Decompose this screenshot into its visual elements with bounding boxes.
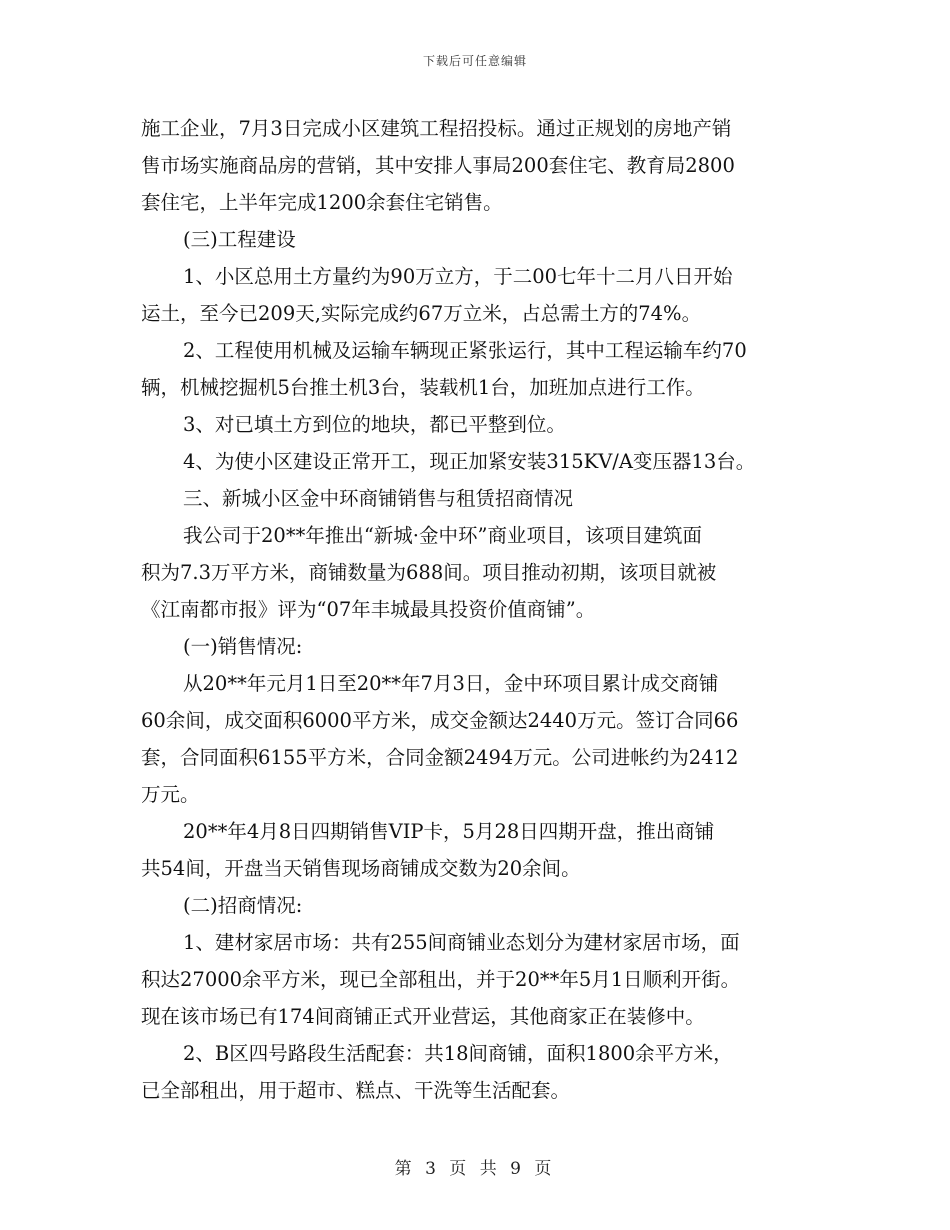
text-line: (一)销售情况: — [183, 635, 303, 658]
text-line: 1、小区总用土方量约为90万立方，于二00七年十二月八日开始 — [183, 265, 733, 288]
text-line: 我公司于20**年推出“新城·金中环”商业项目，该项目建筑面 — [183, 524, 702, 547]
text-line: 《江南都市报》评为“07年丰城最具投资价值商铺”。 — [141, 598, 596, 621]
text-line: 辆，机械挖掘机5台推土机3台，装载机1台，加班加点进行工作。 — [141, 376, 705, 399]
text-line: 现在该市场已有174间商铺正式开业营运，其他商家正在装修中。 — [141, 1005, 705, 1028]
text-line: 20**年4月8日四期销售VIP卡，5月28日四期开盘，推出商铺 — [183, 820, 715, 843]
page-header: 下载后可任意编辑 — [422, 54, 527, 68]
text-line: 万元。 — [141, 783, 200, 806]
text-line: 2、B区四号路段生活配套：共18间商铺，面积1800余平方米， — [183, 1042, 733, 1065]
text-line: 套，合同面积6155平方米，合同金额2494万元。公司进帐约为2412 — [141, 746, 739, 769]
text-line: 施工企业，7月3日完成小区建筑工程招投标。通过正规划的房地产销 — [141, 117, 732, 140]
text-line: 1、建材家居市场：共有255间商铺业态划分为建材家居市场，面 — [183, 931, 740, 954]
text-line: (二)招商情况: — [183, 894, 303, 917]
page-number-footer: 第 3 页 共 9 页 — [394, 1159, 556, 1179]
text-line: 套住宅，上半年完成1200余套住宅销售。 — [141, 191, 503, 214]
text-line: 已全部租出，用于超市、糕点、干洗等生活配套。 — [141, 1079, 571, 1102]
text-line: 售市场实施商品房的营销，其中安排人事局200套住宅、教育局2800 — [141, 154, 735, 177]
text-line: 共54间，开盘当天销售现场商铺成交数为20余间。 — [141, 857, 581, 880]
text-line: 4、为使小区建设正常开工，现正加紧安装315KV/A变压器13台。 — [183, 450, 756, 473]
text-line: 2、工程使用机械及运输车辆现正紧张运行，其中工程运输车约70 — [183, 339, 747, 362]
text-line: 三、新城小区金中环商铺销售与租赁招商情况 — [183, 487, 574, 510]
document-body — [141, 110, 813, 1109]
text-line: 3、对已填土方到位的地块，都已平整到位。 — [183, 413, 566, 436]
text-line: 从20**年元月1日至20**年7月3日，金中环项目累计成交商铺 — [183, 672, 719, 695]
text-line: 积达27000余平方米，现已全部租出，并于20**年5月1日顺利开街。 — [141, 968, 741, 991]
text-line: 60余间，成交面积6000平方米，成交金额达2440万元。签订合同66 — [141, 709, 739, 732]
text-line: 积为7.3万平方米，商铺数量为688间。项目推动初期，该项目就被 — [141, 561, 717, 584]
text-line: (三)工程建设 — [183, 228, 296, 251]
text-line: 运土，至今已209天,实际完成约67万立米，占总需土方的74%。 — [141, 302, 702, 325]
